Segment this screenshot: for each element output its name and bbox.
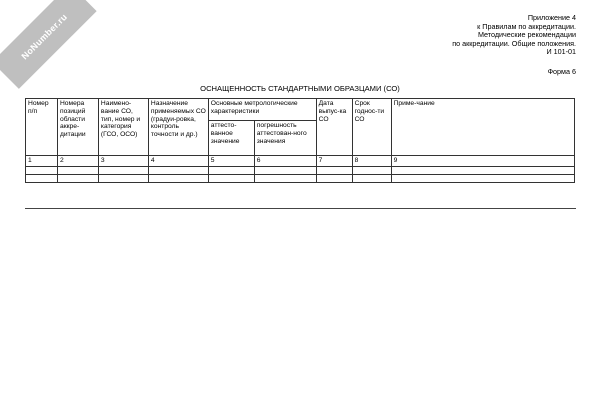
appendix-header	[452, 14, 576, 57]
table-cell	[57, 174, 98, 182]
column-number: 8	[352, 156, 391, 167]
table-cell	[26, 174, 58, 182]
table-cell	[98, 166, 148, 174]
header-cell: Дата выпус-ка СО	[316, 99, 352, 156]
table-cell	[352, 166, 391, 174]
header-cell: Номер п/п	[26, 99, 58, 156]
table-cell	[254, 166, 316, 174]
table-row	[26, 166, 575, 174]
header-cell: Назначение применяемых СО (градуи-ровка, контроль точности и др.)	[148, 99, 208, 156]
column-number: 2	[57, 156, 98, 167]
column-number: 6	[254, 156, 316, 167]
column-number: 9	[391, 156, 574, 167]
header-row	[26, 99, 575, 121]
column-number: 3	[98, 156, 148, 167]
table-cell	[254, 174, 316, 182]
appendix-line: Приложение 4	[527, 13, 576, 22]
watermark-text: NoNumber.ru	[19, 11, 70, 62]
column-number: 7	[316, 156, 352, 167]
column-number: 4	[148, 156, 208, 167]
appendix-line: к Правилам по аккредитации.	[477, 21, 576, 31]
header-cell: Наимено-вание СО, тип, номер и категория (ГСО, ОСО)	[98, 99, 148, 156]
equipment-table	[25, 98, 575, 183]
appendix-line: И 101-01	[546, 47, 576, 57]
table-cell	[148, 174, 208, 182]
header-cell: Приме-чание	[391, 99, 574, 156]
column-number: 1	[26, 156, 58, 167]
header-cell: Основные метрологические характеристики	[208, 99, 316, 121]
table-cell	[316, 166, 352, 174]
appendix-line: Методические рекомендации	[477, 30, 576, 40]
watermark-logo	[0, 0, 97, 89]
table-cell	[26, 166, 58, 174]
table-cell	[98, 174, 148, 182]
bottom-divider	[25, 208, 576, 209]
header-cell: Срок годнос-ти СО	[352, 99, 391, 156]
column-number-row	[26, 156, 575, 167]
table-cell	[148, 166, 208, 174]
table-row	[26, 174, 575, 182]
header-cell: Номера позиций области аккре-дитации	[57, 99, 98, 156]
column-number: 5	[208, 156, 254, 167]
table-cell	[208, 174, 254, 182]
table-cell	[57, 166, 98, 174]
appendix-line: по аккредитации. Общие положения.	[452, 38, 576, 48]
table-cell	[391, 174, 574, 182]
header-cell: погрешность аттестован-ного значения	[254, 121, 316, 156]
table-cell	[316, 174, 352, 182]
form-label: Форма 6	[547, 67, 576, 76]
document-title: ОСНАЩЕННОСТЬ СТАНДАРТНЫМИ ОБРАЗЦАМИ (СО)	[200, 84, 400, 93]
header-cell: аттесто-ванное значение	[208, 121, 254, 156]
table-cell	[391, 166, 574, 174]
table-cell	[352, 174, 391, 182]
table-cell	[208, 166, 254, 174]
